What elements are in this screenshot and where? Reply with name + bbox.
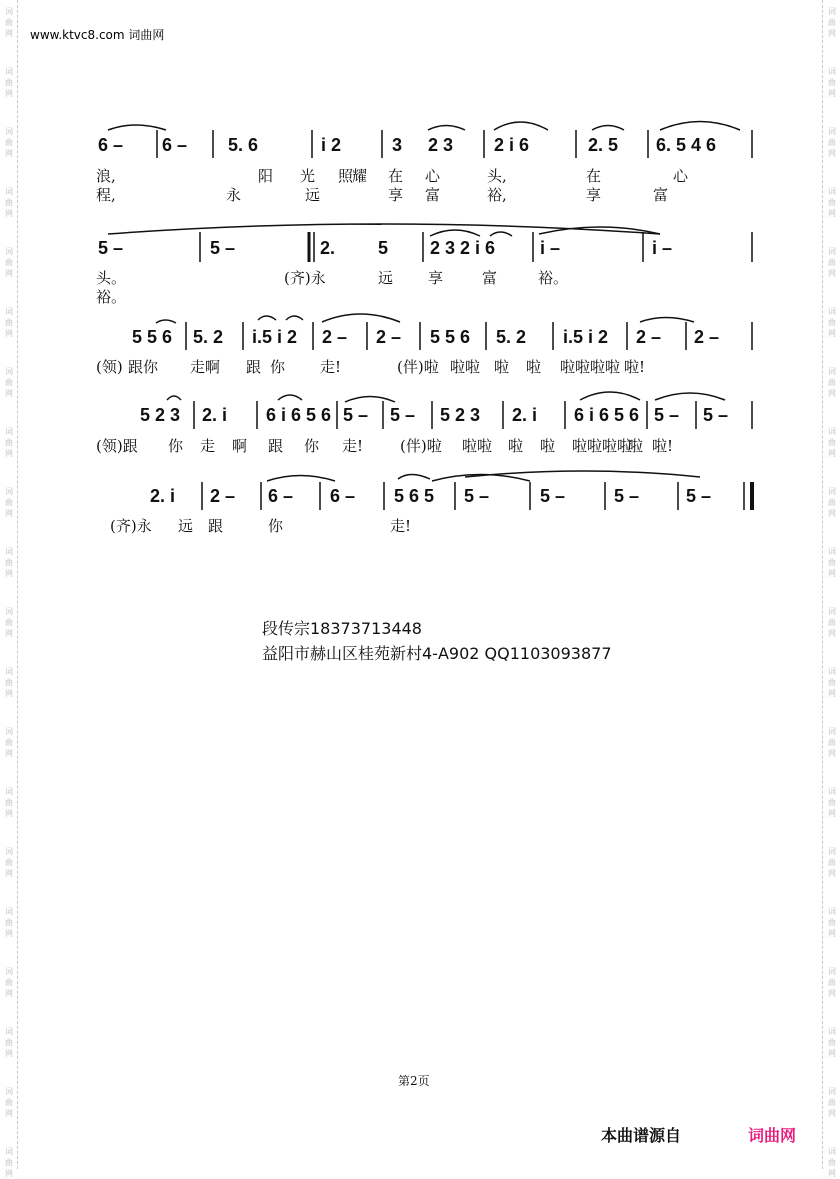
lyric: 远 [178, 517, 194, 535]
side-watermark: 词 曲 网 [5, 7, 13, 38]
measure-r1-7: 2. 5 [588, 135, 619, 155]
lyric: 裕, [487, 186, 507, 204]
measure-r4-4: 5 – [343, 405, 369, 425]
lyric: (领)跟 [96, 437, 138, 455]
measure-r3-6: 5 5 6 [430, 327, 471, 347]
lyric: (领) [96, 358, 123, 376]
measure-r3-5: 2 – [376, 327, 402, 347]
lyric: 心 [673, 167, 689, 185]
side-watermark: 词 曲 网 [5, 967, 13, 998]
side-watermark: 词 曲 网 [828, 607, 836, 638]
measure-r4-10: 5 – [703, 405, 729, 425]
measure-r1-2: 6 – [162, 135, 188, 155]
side-watermark: 词 曲 网 [828, 1027, 836, 1058]
side-watermark: 词 曲 网 [5, 1027, 13, 1058]
lyric: 啦 [508, 437, 524, 455]
lyric: 永 [226, 186, 242, 204]
lyric: 富 [425, 186, 441, 204]
measure-r2-3b: 5 [378, 238, 389, 258]
lyric: 啦 [526, 358, 542, 376]
side-watermark: 词 曲 网 [828, 307, 836, 338]
lyric: (伴)啦 [400, 437, 442, 455]
lyric: 光 [300, 167, 316, 185]
side-watermark: 词 曲 网 [5, 247, 13, 278]
side-watermark: 词 曲 网 [828, 367, 836, 398]
measure-r4-9: 5 – [654, 405, 680, 425]
measure-r2-4: 2 3 2 i 6 [430, 238, 496, 258]
measure-r4-7: 2. i [512, 405, 538, 425]
brand-logo-text[interactable]: 词曲网 [748, 1126, 797, 1145]
side-watermark: 词 曲 网 [5, 127, 13, 158]
measure-r1-5: 3 [392, 135, 403, 155]
lyric: 啊 [232, 437, 248, 455]
measure-r5-3: 6 – [268, 486, 294, 506]
measure-r4-8: 6 i 6 5 6 [574, 405, 640, 425]
lyric: 啦! [624, 358, 646, 376]
lyric: 远 [305, 186, 321, 204]
lyric: 阳 [258, 167, 274, 185]
side-watermark: 词 曲 网 [828, 487, 836, 518]
side-watermark: 词 曲 网 [5, 1087, 13, 1118]
lyric: 走啊 [190, 358, 221, 376]
measure-r4-1: 5 2 3 [140, 405, 181, 425]
side-watermark: 词 曲 网 [5, 307, 13, 338]
lyric: 你 [268, 517, 284, 535]
lyric: 走! [390, 517, 412, 535]
side-watermark: 词 曲 网 [5, 727, 13, 758]
lyric: 照 [338, 167, 354, 185]
lyric: 富 [482, 269, 498, 287]
contact-name-phone: 段传宗18373713448 [262, 619, 422, 638]
side-watermark: 词 曲 网 [5, 187, 13, 218]
side-watermark: 词 曲 网 [5, 367, 13, 398]
lyric: 啦啦啦啦 [560, 358, 621, 376]
measure-r5-6: 5 – [464, 486, 490, 506]
side-watermark: 词 曲 网 [828, 667, 836, 698]
lyric: 你 [304, 437, 320, 455]
side-watermark: 词 曲 网 [5, 547, 13, 578]
measure-r3-7: 5. 2 [496, 327, 527, 347]
lyric: 走 [200, 437, 216, 455]
measure-r4-2: 2. i [202, 405, 228, 425]
side-watermark: 词 曲 网 [828, 187, 836, 218]
measure-r5-9: 5 – [686, 486, 712, 506]
lyric: 头。 [96, 269, 127, 287]
side-watermark: 词 曲 网 [828, 967, 836, 998]
lyric: 在 [388, 167, 404, 185]
side-watermark: 词 曲 网 [5, 847, 13, 878]
contact-address: 益阳市赫山区桂苑新村4-A902 QQ1103093877 [262, 644, 612, 663]
measure-r1-4: i 2 [321, 135, 342, 155]
side-watermark: 词 曲 网 [828, 427, 836, 458]
side-watermark: 词 曲 网 [828, 547, 836, 578]
lyric: 啦 [494, 358, 510, 376]
lyric: 头, [487, 167, 507, 185]
lyric: 享 [388, 186, 404, 204]
lyric: 你 [168, 437, 184, 455]
lyric: (齐)永 [284, 269, 326, 287]
lyric: 享 [586, 186, 602, 204]
lyric: 裕。 [96, 288, 127, 306]
lyric: 啦啦啦啦 [572, 437, 633, 455]
measure-r3-4: 2 – [322, 327, 348, 347]
lyric: 啦 [540, 437, 556, 455]
lyric: (伴)啦 [397, 358, 439, 376]
measure-r1-1: 6 – [98, 135, 124, 155]
side-watermark: 词 曲 网 [5, 907, 13, 938]
side-watermark: 词 曲 网 [5, 427, 13, 458]
lyric: 走! [320, 358, 342, 376]
measure-r5-1: 2. i [150, 486, 176, 506]
lyric: 走! [342, 437, 364, 455]
measure-r5-2: 2 – [210, 486, 236, 506]
measure-r3-9: 2 – [636, 327, 662, 347]
side-watermark: 词 曲 网 [828, 727, 836, 758]
lyric: (齐)永 [110, 517, 152, 535]
lyric: 啦啦 [462, 437, 493, 455]
measure-r5-8: 5 – [614, 486, 640, 506]
side-watermark: 词 曲 网 [828, 907, 836, 938]
lyric: 在 [586, 167, 602, 185]
measure-r3-8: i.5 i 2 [563, 327, 609, 347]
measure-r3-3: i.5 i 2 [252, 327, 298, 347]
side-watermark: 词 曲 网 [828, 127, 836, 158]
measure-r1-5b: 2 3 [428, 135, 454, 155]
side-watermark: 词 曲 网 [5, 787, 13, 818]
side-watermark: 词 曲 网 [5, 487, 13, 518]
lyric: 裕。 [538, 269, 569, 287]
lyric: 跟你 [128, 358, 159, 376]
measure-r2-5: i – [540, 238, 561, 258]
measure-r4-3: 6 i 6 5 6 [266, 405, 332, 425]
measure-r3-1: 5 5 6 [132, 327, 173, 347]
lyric: 程, [96, 186, 116, 204]
side-watermark: 词 曲 网 [5, 1147, 13, 1178]
lyric: 心 [425, 167, 441, 185]
lyric: 啦! [652, 437, 674, 455]
side-watermark: 词 曲 网 [828, 67, 836, 98]
side-watermark: 词 曲 网 [5, 67, 13, 98]
lyric: 跟 [246, 358, 262, 376]
measure-r4-6: 5 2 3 [440, 405, 481, 425]
lyric: 跟 [268, 437, 284, 455]
side-watermark: 词 曲 网 [5, 667, 13, 698]
lyric: 享 [428, 269, 444, 287]
side-watermark: 词 曲 网 [5, 607, 13, 638]
site-header: www.ktvc8.com 词曲网 [30, 28, 165, 42]
lyric: 耀 [352, 167, 368, 185]
side-watermark: 词 曲 网 [828, 7, 836, 38]
measure-r5-7: 5 – [540, 486, 566, 506]
measure-r2-3: 2. [320, 238, 336, 258]
measure-r2-2: 5 – [210, 238, 236, 258]
lyric: 啦啦 [450, 358, 481, 376]
measure-r4-5: 5 – [390, 405, 416, 425]
lyric: 远 [378, 269, 394, 287]
measure-r5-5: 5 6 5 [394, 486, 435, 506]
measure-r5-4: 6 – [330, 486, 356, 506]
measure-r1-8: 6. 5 4 6 [656, 135, 717, 155]
source-label: 本曲谱源自 [601, 1126, 682, 1145]
side-watermark: 词 曲 网 [828, 847, 836, 878]
measure-r2-1: 5 – [98, 238, 124, 258]
lyric: 你 [270, 358, 286, 376]
side-watermark: 词 曲 网 [828, 787, 836, 818]
lyric: 啦 [628, 437, 644, 455]
measure-r2-6: i – [652, 238, 673, 258]
lyric: 富 [653, 186, 669, 204]
lyric: 浪, [96, 167, 116, 185]
side-watermark: 词 曲 网 [828, 1087, 836, 1118]
side-watermark: 词 曲 网 [828, 247, 836, 278]
measure-r1-3: 5. 6 [228, 135, 259, 155]
side-watermark: 词 曲 网 [828, 1147, 836, 1178]
measure-r1-6: 2 i 6 [494, 135, 530, 155]
lyric: 跟 [208, 517, 224, 535]
page-number: 第2页 [398, 1074, 430, 1088]
measure-r3-2: 5. 2 [193, 327, 224, 347]
measure-r3-10: 2 – [694, 327, 720, 347]
